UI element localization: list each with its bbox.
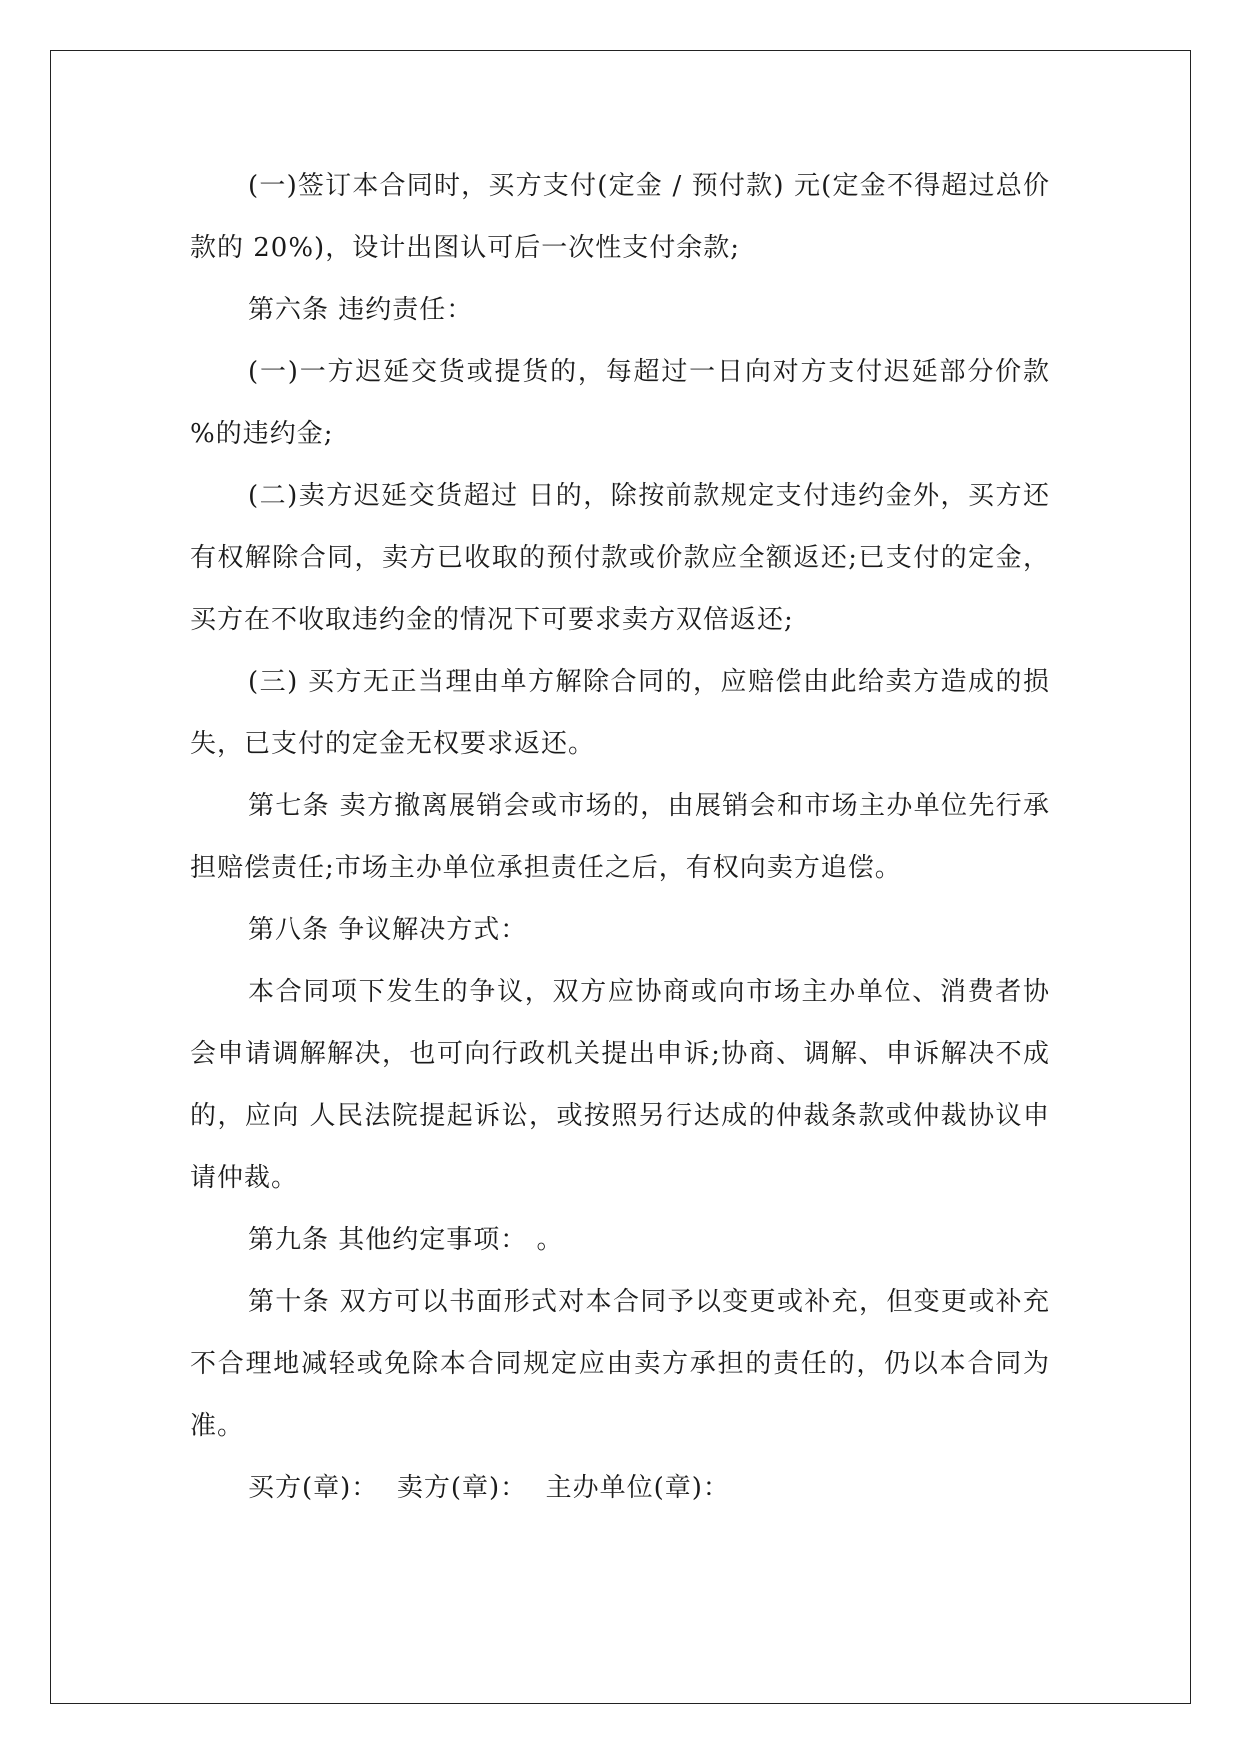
liability-clause-1: (一)一方迟延交货或提货的，每超过一日向对方支付迟延部分价款 %的违约金; xyxy=(190,357,1050,449)
article-9: 第九条 其他约定事项： 。 xyxy=(248,1225,564,1255)
payment-clause-1: (一)签订本合同时，买方支付(定金 / 预付款) 元(定金不得超过总价款的 20%)，设计出图认可后一次性支付余款; xyxy=(190,171,1050,263)
liability-clause-3: (三) 买方无正当理由单方解除合同的，应赔偿由此给卖方造成的损失，已支付的定金无权要求返还。 xyxy=(190,667,1050,759)
article-8-heading: 第八条 争议解决方式： xyxy=(248,915,528,945)
article-6-heading: 第六条 违约责任： xyxy=(248,295,474,325)
article-10: 第十条 双方可以书面形式对本合同予以变更或补充，但变更或补充不合理地减轻或免除本合同规定应由卖方承担的责任的，仍以本合同为准。 xyxy=(190,1287,1050,1441)
dispute-resolution-text: 本合同项下发生的争议，双方应协商或向市场主办单位、消费者协会申请调解解决，也可向行政机关提出申诉;协商、调解、申诉解决不成的，应向 人民法院提起诉讼，或按照另行达成的仲裁条款或仲裁协议申请仲裁。 xyxy=(190,977,1050,1193)
article-7: 第七条 卖方撤离展销会或市场的，由展销会和市场主办单位先行承担赔偿责任;市场主办单位承担责任之后，有权向卖方追偿。 xyxy=(190,791,1050,883)
contract-body xyxy=(190,155,1050,1519)
signature-line: 买方(章)： 卖方(章)： 主办单位(章)： xyxy=(248,1473,730,1503)
liability-clause-2: (二)卖方迟延交货超过 日的，除按前款规定支付违约金外，买方还有权解除合同，卖方已收取的预付款或价款应全额返还;已支付的定金，买方在不收取违约金的情况下可要求卖方双倍返还; xyxy=(190,481,1050,635)
